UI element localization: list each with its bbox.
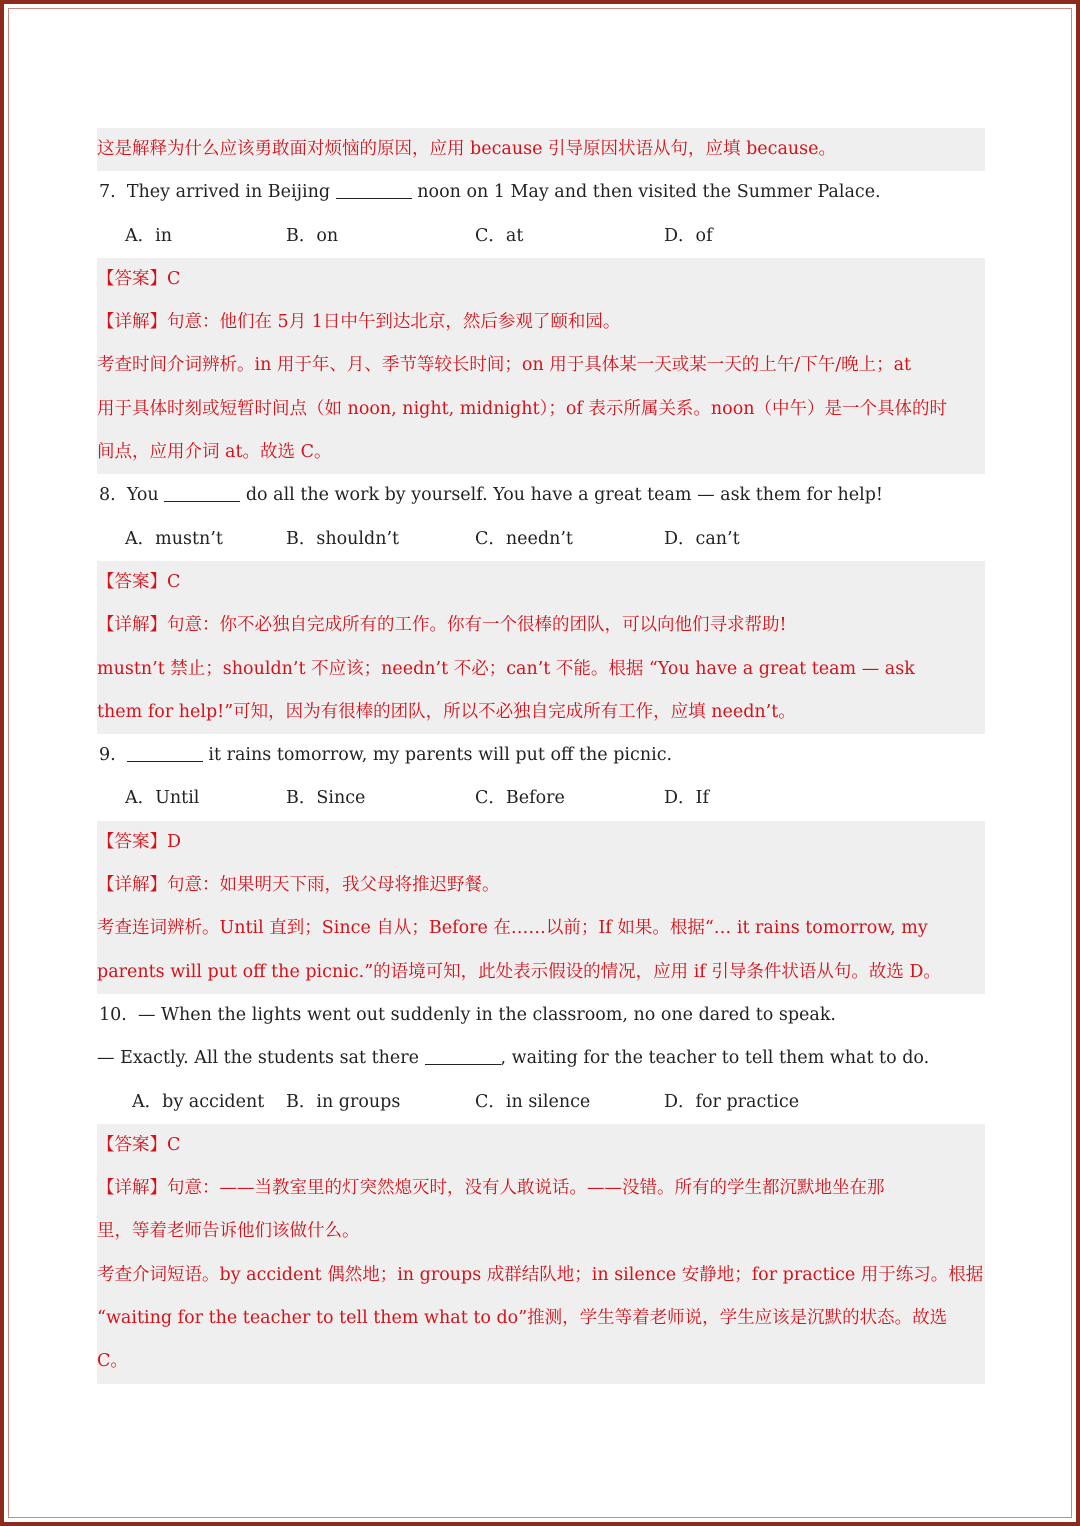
analysis-line: 考查时间介词辨析。in 用于年、月、季节等较长时间；on 用于具体某一天或某一天的上午/下午/晚上；at <box>97 344 985 387</box>
option-a: A．Until <box>125 788 200 809</box>
answer-line: 【答案】C <box>97 258 985 301</box>
question-7-options <box>97 215 985 258</box>
analysis-line: 考查连词辨析。Until 直到；Since 自从；Before 在……以前；If 如果。根据“… it rains tomorrow, my <box>97 907 985 950</box>
option-a: A．in <box>125 225 173 246</box>
answer-blank <box>164 484 240 503</box>
analysis-line: them for help!”可知，因为有很棒的团队，所以不必独自完成所有工作，应填 needn’t。 <box>97 691 985 734</box>
question-number: 8. <box>99 485 116 506</box>
question-10-stem: 10. — When the lights went out suddenly in the classroom, no one dared to speak. <box>99 1004 836 1025</box>
detail-line: 【详解】句意：你不必独自完成所有的工作。你有一个很棒的团队，可以向他们寻求帮助! <box>97 604 985 647</box>
option-a: A．mustn’t <box>125 528 223 549</box>
option-d: D．of <box>664 225 713 246</box>
answer-blank <box>127 744 203 763</box>
detail-line: 【详解】句意：他们在 5月 1日中午到达北京，然后参观了颐和园。 <box>97 301 985 344</box>
analysis-line: 用于具体时刻或短暂时间点（如 noon, night, midnight）；of 表示所属关系。noon（中午）是一个具体的时 <box>97 388 985 431</box>
analysis-line: parents will put off the picnic.”的语境可知，此处表示假设的情况，应用 if 引导条件状语从句。故选 D。 <box>97 951 985 994</box>
answer-line: 【答案】C <box>97 561 985 604</box>
option-d: D．can’t <box>664 528 740 549</box>
answer-blank <box>336 181 412 200</box>
option-c: C．in silence <box>475 1091 591 1112</box>
question-10-options <box>97 1081 985 1124</box>
option-b: B．in groups <box>286 1091 401 1112</box>
answer-line: 【答案】D <box>97 821 985 864</box>
option-c: C．Before <box>475 788 565 809</box>
detail-line: 【详解】句意：如果明天下雨，我父母将推迟野餐。 <box>97 864 985 907</box>
question-7-stem: 7. They arrived in Beijing noon on 1 May and then visited the Summer Palace. <box>99 182 881 203</box>
analysis-line: mustn’t 禁止；shouldn’t 不应该；needn’t 不必；can’t 不能。根据 “You have a great team — ask <box>97 648 985 691</box>
option-d: D．If <box>664 788 709 809</box>
option-a: A．by accident <box>132 1091 265 1112</box>
option-b: B．on <box>286 225 339 246</box>
question-8-stem: 8. You do all the work by yourself. You have a great team — ask them for help! <box>99 485 883 506</box>
analysis-line: “waiting for the teacher to tell them what to do”推测，学生等着老师说，学生应该是沉默的状态。故选 <box>97 1297 985 1340</box>
detail-line: 里，等着老师告诉他们该做什么。 <box>97 1210 985 1253</box>
question-10-stem-2: — Exactly. All the students sat there , waiting for the teacher to tell them what to do. <box>97 1048 930 1069</box>
question-number: 7. <box>99 182 116 203</box>
explanation-line: 这是解释为什么应该勇敢面对烦恼的原因，应用 because 引导原因状语从句，应填 because。 <box>97 128 985 171</box>
detail-line: 【详解】句意：——当教室里的灯突然熄灭时，没有人敢说话。——没错。所有的学生都沉默地坐在那 <box>97 1167 985 1210</box>
option-c: C．needn’t <box>475 528 573 549</box>
option-c: C．at <box>475 225 524 246</box>
answer-line: 【答案】C <box>97 1124 985 1167</box>
answer-blank <box>425 1047 501 1066</box>
question-number: 9. <box>99 745 116 766</box>
question-9-stem: 9. it rains tomorrow, my parents will put off the picnic. <box>99 745 673 766</box>
option-b: B．shouldn’t <box>286 528 400 549</box>
analysis-line: C。 <box>97 1340 985 1383</box>
question-8-options <box>97 518 985 561</box>
document-content <box>97 128 985 1384</box>
question-number: 10. <box>99 1004 127 1025</box>
option-b: B．Since <box>286 788 366 809</box>
option-d: D．for practice <box>664 1091 800 1112</box>
analysis-line: 间点，应用介词 at。故选 C。 <box>97 431 985 474</box>
analysis-line: 考查介词短语。by accident 偶然地；in groups 成群结队地；in silence 安静地；for practice 用于练习。根据 <box>97 1254 985 1297</box>
question-9-options <box>97 777 985 820</box>
